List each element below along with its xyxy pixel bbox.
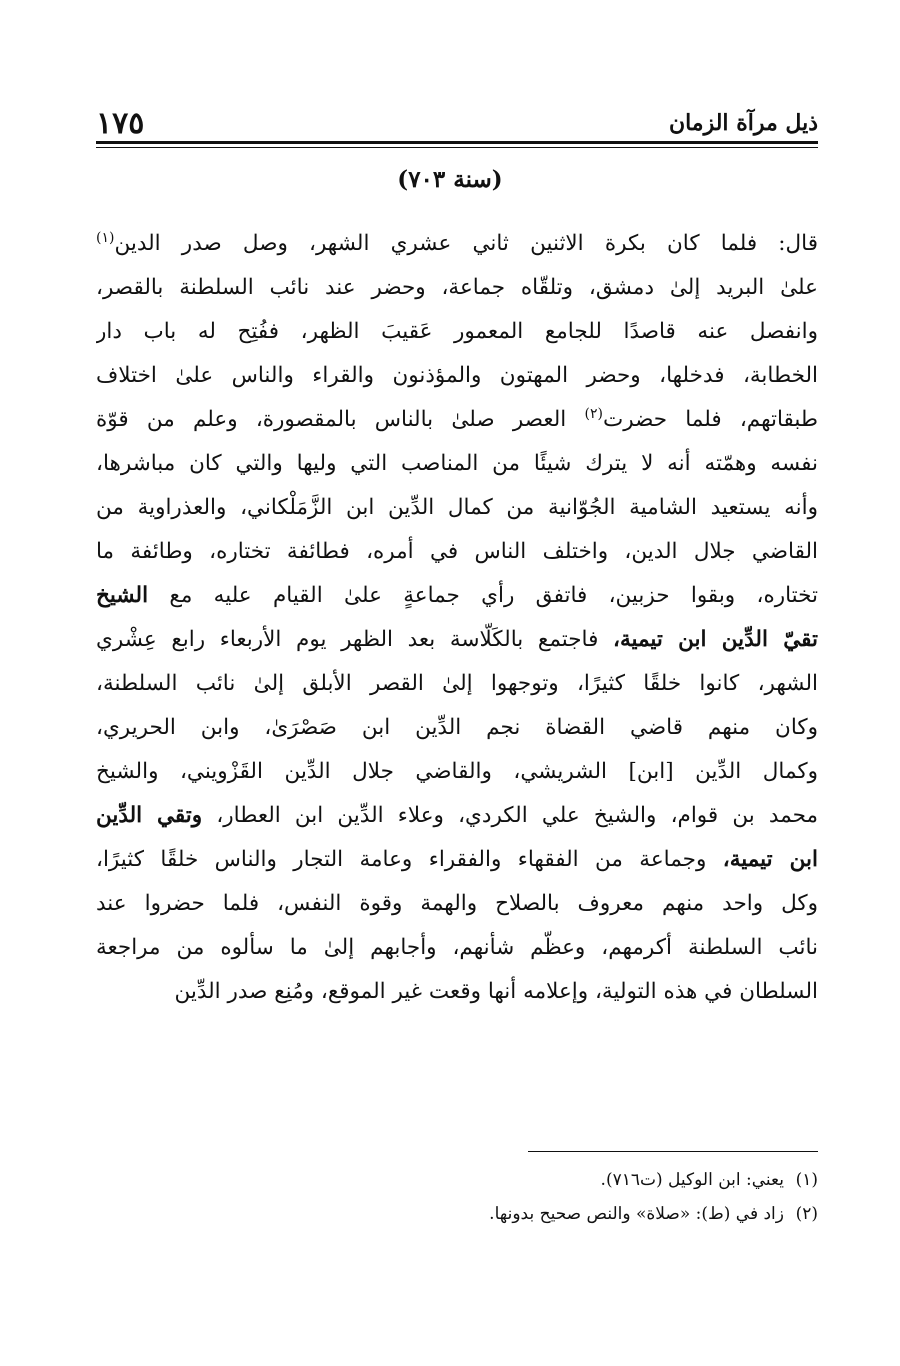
footnote-rule <box>528 1151 818 1152</box>
text-line <box>96 662 818 706</box>
footnote-marker[interactable]: (٢) <box>584 405 603 422</box>
footnote-text: يعني: ابن الوكيل (ت٧١٦). <box>600 1170 784 1190</box>
bold-text: وتقي الدِّين <box>96 803 203 828</box>
text-run: وكان منهم قاضي القضاة نجم الدِّين ابن صَصْرَىٰ، وابن الحريري، <box>96 715 818 740</box>
text-line <box>96 354 818 398</box>
text-run: الشهر، كانوا خلقًا كثيرًا، وتوجهوا إلىٰ القصر الأبلق إلىٰ نائب السلطنة، <box>96 671 818 696</box>
bold-text: ابن تيمية، <box>722 847 818 872</box>
text-run: وأنه يستعيد الشامية الجُوّانية من كمال الدِّين ابن الزَّمَلْكاني، والعذراوية من <box>96 495 818 520</box>
text-run: فاجتمع بالكَلّاسة بعد الظهر يوم الأربعاء رابع عِشْري <box>96 627 614 652</box>
text-line <box>96 926 818 970</box>
page-number: ١٧٥ <box>96 106 145 141</box>
text-line <box>96 222 818 266</box>
text-line <box>96 794 818 838</box>
text-run: وانفصل عنه قاصدًا للجامع المعمور عَقيبَ الظهر، ففُتِح له باب دار <box>96 319 818 344</box>
header-rule <box>96 141 818 144</box>
text-line <box>96 706 818 750</box>
text-line <box>96 882 818 926</box>
body-text <box>96 222 818 1014</box>
text-run: الخطابة، فدخلها، وحضر المهتون والمؤذنون والقراء والناس علىٰ اختلاف <box>96 363 818 388</box>
footnote-number: (١) <box>795 1170 818 1190</box>
text-run: وجماعة من الفقهاء والفقراء وعامة التجار والناس خلقًا كثيرًا، <box>96 847 723 872</box>
header-rule-thin <box>96 147 818 148</box>
footnote <box>96 1163 818 1197</box>
text-run: علىٰ البريد إلىٰ دمشق، وتلقّاه جماعة، وحضر عند نائب السلطنة بالقصر، <box>96 275 818 300</box>
text-run: السلطان في هذه التولية، وإعلامه أنها وقعت غير الموقع، ومُنِع صدر الدِّين <box>174 979 818 1004</box>
section-title: (سنة ٧٠٣) <box>397 166 503 193</box>
footnote-marker[interactable]: (١) <box>96 229 115 246</box>
text-line <box>96 750 818 794</box>
text-run: قال: فلما كان بكرة الاثنين ثاني عشري الشهر، وصل صدر الدين <box>114 231 818 256</box>
text-line <box>96 838 818 882</box>
text-line <box>96 486 818 530</box>
text-run: وكمال الدِّين [ابن] الشريشي، والقاضي جلال الدِّين القَزْويني، والشيخ <box>96 759 818 784</box>
footnotes <box>96 1163 818 1231</box>
bold-text: الشيخ <box>96 583 149 608</box>
text-run: العصر صلىٰ بالناس بالمقصورة، وعلم من قوّة <box>96 407 585 432</box>
text-run: طبقاتهم، فلما حضرت <box>602 407 818 432</box>
footnote-number: (٢) <box>795 1204 818 1224</box>
book-title: ذيل مرآة الزمان <box>668 110 818 136</box>
text-run: محمد بن قوام، والشيخ علي الكردي، وعلاء الدِّين ابن العطار، <box>202 803 818 828</box>
text-run: نائب السلطنة أكرمهم، وعظّم شأنهم، وأجابهم إلىٰ ما سألوه من مراجعة <box>96 935 818 960</box>
text-run: القاضي جلال الدين، واختلف الناس في أمره، فطائفة تختاره، وطائفة ما <box>96 539 818 564</box>
text-line <box>96 574 818 618</box>
text-line <box>96 530 818 574</box>
text-line <box>96 310 818 354</box>
text-line <box>96 618 818 662</box>
footnote <box>96 1197 818 1231</box>
bold-text: تقيّ الدِّين ابن تيمية، <box>613 627 818 652</box>
text-line <box>96 970 818 1014</box>
running-header <box>96 106 818 144</box>
text-line <box>96 266 818 310</box>
text-run: نفسه وهمّته أنه لا يترك شيئًا من المناصب التي وليها والتي كان مباشرها، <box>96 451 818 476</box>
text-line <box>96 442 818 486</box>
text-run: وكل واحد منهم معروف بالصلاح والهمة وقوة النفس، فلما حضروا عند <box>96 891 818 916</box>
footnote-text: زاد في (ط): «صلاة» والنص صحيح بدونها. <box>489 1204 784 1224</box>
text-run: تختاره، وبقوا حزبين، فاتفق رأي جماعةٍ علىٰ القيام عليه مع <box>148 583 818 608</box>
text-line <box>96 398 818 442</box>
